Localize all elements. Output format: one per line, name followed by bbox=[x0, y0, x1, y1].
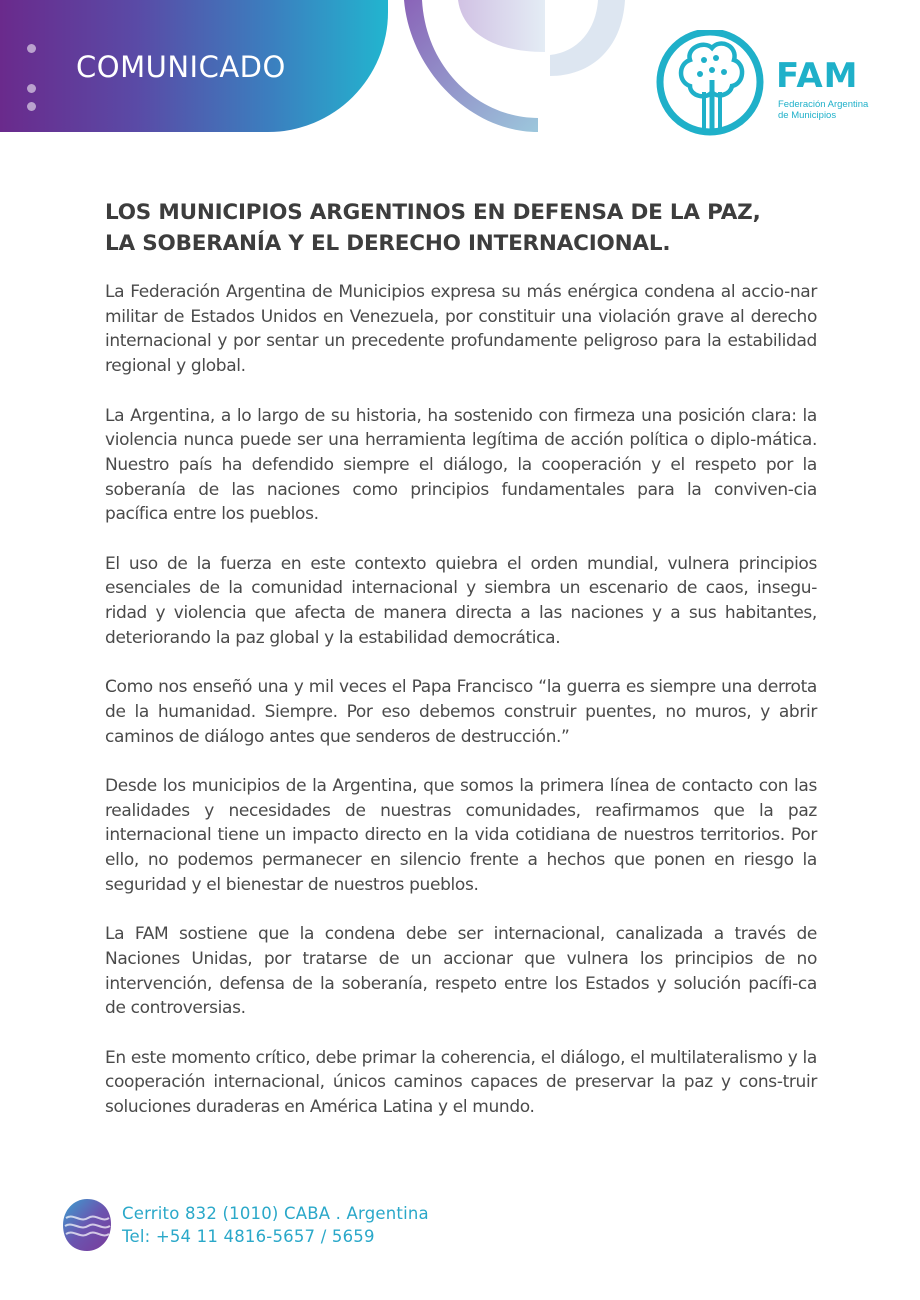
logo-full-name bbox=[778, 99, 888, 121]
body-paragraph: Como nos enseñó una y mil veces el Papa Francisco “la guerra es siempre una derrota de la humanidad. Siempre. Por eso debemos construir puentes, no muros, y abrir caminos de diálogo antes que senderos de destrucción.” bbox=[105, 677, 817, 747]
body-paragraph: En este momento crítico, debe primar la coherencia, el diálogo, el multilateralismo y la cooperación internacional, únicos caminos capaces de preservar la paz y cons-truir soluciones duraderas en América Latina y el mundo. bbox=[105, 1047, 817, 1118]
header-banner bbox=[0, 0, 388, 132]
body-paragraph: Desde los municipios de la Argentina, que somos la primera línea de contacto con las realidades y necesidades de nuestras comunidades, reafirmamos que la paz internacional tiene un impacto directo en la vida cotidiana de nuestros territorios. Por ello, no podemos permanecer en silencio frente a hechos que ponen en riesgo la seguridad y el bienestar de nuestros pueblos. bbox=[105, 776, 817, 895]
document-heading bbox=[105, 197, 825, 259]
footer-phone: Tel: +54 11 4816-5657 / 5659 bbox=[122, 1227, 375, 1246]
header-arcs-decoration bbox=[400, 0, 630, 135]
banner-dots-decoration bbox=[27, 44, 37, 116]
body-paragraph: La Federación Argentina de Municipios expresa su más enérgica condena al accio-nar militar de Estados Unidos en Venezuela, por constituir una violación grave al derecho internacional y por sentar un precedente profundamente peligroso para la estabilidad regional y global. bbox=[105, 282, 817, 377]
footer-address: Cerrito 832 (1010) CABA . Argentina bbox=[122, 1204, 429, 1223]
body-paragraph: El uso de la fuerza en este contexto quiebra el orden mundial, vulnera principios esenciales de la comunidad internacional y siembra un escenario de caos, insegu-ridad y violencia que afecta de manera directa a las naciones y a sus habitantes, deteriorando la paz global y la estabilidad democrática. bbox=[105, 553, 817, 648]
footer-contact bbox=[122, 1202, 429, 1248]
tree-logo-icon bbox=[656, 30, 768, 142]
body-paragraph: La Argentina, a lo largo de su historia, ha sostenido con firmeza una posición clara: la violencia nunca puede ser una herramienta legítima de acción política o diplo-mática. Nuestro país ha defendido siempre el diálogo, la cooperación y el respeto por la soberanía de las naciones como principios fundamentales para la conviven-cia pacífica entre los pueblos. bbox=[105, 405, 817, 525]
banner-title: COMUNICADO bbox=[76, 50, 286, 84]
heading-line-1: LOS MUNICIPIOS ARGENTINOS EN DEFENSA DE LA PAZ, bbox=[105, 200, 761, 225]
document-body bbox=[105, 280, 817, 1145]
body-paragraph: La FAM sostiene que la condena debe ser internacional, canalizada a través de Naciones Unidas, por tratarse de un accionar que vulnera los principios de no intervención, defensa de la soberanía, respeto entre los Estados y solución pacífi-ca de controversias. bbox=[105, 924, 817, 1019]
wave-blob-icon bbox=[62, 1198, 112, 1252]
logo-name-line1: Federación Argentina bbox=[778, 99, 869, 110]
heading-line-2: LA SOBERANÍA Y EL DERECHO INTERNACIONAL. bbox=[105, 231, 671, 256]
logo-name-line2: de Municipios bbox=[778, 110, 837, 121]
logo-abbreviation: FAM bbox=[776, 56, 859, 96]
